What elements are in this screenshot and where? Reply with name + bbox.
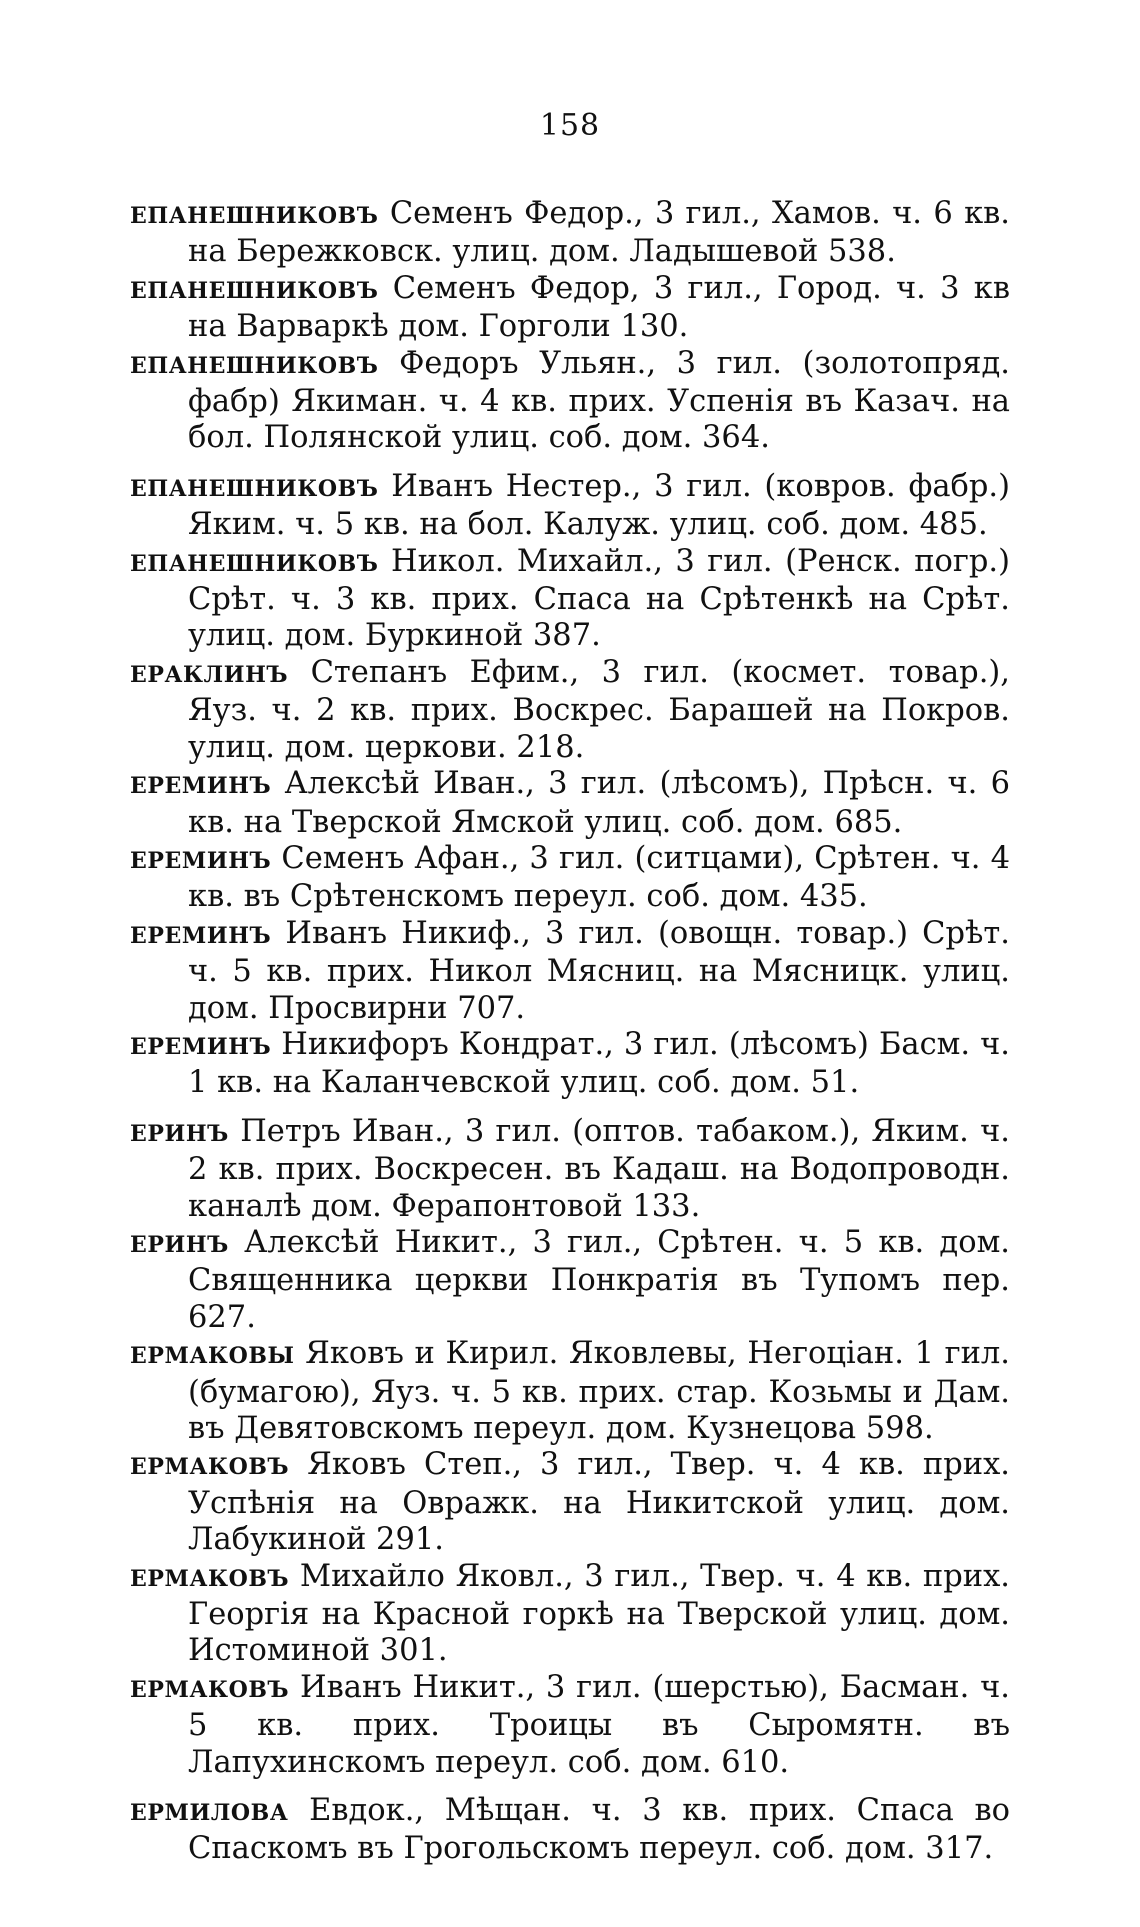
directory-entry	[130, 1447, 1010, 1558]
directory-entry	[130, 196, 1010, 271]
directory-entry	[130, 346, 1010, 457]
directory-entry	[130, 544, 1010, 655]
entry-surname: ЕРЕМИНЪ	[130, 922, 272, 949]
entry-text: Петръ Иван., 3 гил. (оптов. табаком.), Яким. ч. 2 кв. прих. Воскресен. въ Кадаш. на Водопроводн. каналѣ дом. Ферапонтовой 133.	[188, 1113, 1010, 1224]
entry-surname: ЕРМАКОВЪ	[130, 1565, 290, 1592]
directory-entry	[130, 1670, 1010, 1781]
entry-text: Яковъ Степ., 3 гил., Твер. ч. 4 кв. прих. Успѣнія на Овражк. на Никитской улиц. дом. Лабукиной 291.	[188, 1447, 1010, 1558]
entry-text: Семенъ Федор., 3 гил., Хамов. ч. 6 кв. на Бережковск. улиц. дом. Ладышевой 538.	[188, 196, 1010, 270]
entry-text: Алексѣй Никит., 3 гил., Срѣтен. ч. 5 кв. дом. Священника церкви Понкратія въ Тупомъ пер. 627.	[188, 1224, 1010, 1335]
entry-surname: ЕПАНЕШНИКОВЪ	[130, 277, 379, 304]
entry-text: Иванъ Никиф., 3 гил. (овощн. товар.) Срѣт. ч. 5 кв. прих. Никол Мясниц. на Мясницк. улиц. дом. Просвирни 707.	[188, 915, 1010, 1026]
directory-entry	[130, 271, 1010, 346]
directory-entry	[130, 1559, 1010, 1670]
directory-entries	[130, 196, 1010, 1868]
entry-text: Степанъ Ефим., 3 гил. (космет. товар.), Яуз. ч. 2 кв. прих. Воскрес. Барашей на Покров. улиц. дом. церкови. 218.	[188, 654, 1010, 765]
directory-entry	[130, 655, 1010, 766]
directory-entry	[130, 469, 1010, 544]
entry-surname: ЕРМИЛОВА	[130, 1800, 289, 1827]
directory-entry	[130, 1225, 1010, 1336]
directory-entry	[130, 1114, 1010, 1225]
entry-surname: ЕРАКЛИНЪ	[130, 661, 289, 688]
entry-surname: ЕПАНЕШНИКОВЪ	[130, 550, 379, 577]
entry-text: Иванъ Нестер., 3 гил. (ковров. фабр.) Яким. ч. 5 кв. на бол. Калуж. улиц. соб. дом. 485.	[188, 468, 1010, 543]
entry-surname: ЕРМАКОВЪ	[130, 1454, 290, 1481]
directory-entry	[130, 1336, 1010, 1447]
entry-text: Алексѣй Иван., 3 гил. (лѣсомъ), Прѣсн. ч. 6 кв. на Тверской Ямской улиц. соб. дом. 685.	[188, 766, 1010, 840]
directory-entry	[130, 916, 1010, 1027]
entry-text: Семенъ Федор, 3 гил., Город. ч. 3 кв на Варваркѣ дом. Горголи 130.	[188, 270, 1010, 345]
entry-surname: ЕПАНЕШНИКОВЪ	[130, 352, 379, 379]
directory-entry	[130, 1793, 1010, 1868]
entry-surname: ЕРМАКОВЪ	[130, 1676, 290, 1703]
page-number: 158	[539, 108, 601, 143]
entry-text: Семенъ Афан., 3 гил. (ситцами), Срѣтен. ч. 4 кв. въ Срѣтенскомъ переул. соб. дом. 435.	[188, 840, 1010, 915]
entry-surname: ЕРЕМИНЪ	[130, 847, 272, 874]
entry-text: Никол. Михайл., 3 гил. (Ренск. погр.) Срѣт. ч. 3 кв. прих. Спаса на Срѣтенкѣ на Срѣт. улиц. дом. Буркиной 387.	[188, 543, 1010, 654]
entry-text: Никифоръ Кондрат., 3 гил. (лѣсомъ) Басм. ч. 1 кв. на Каланчевской улиц. соб. дом. 51.	[188, 1026, 1010, 1101]
entry-surname: ЕПАНЕШНИКОВЪ	[130, 203, 379, 229]
entry-surname: ЕРЕМИНЪ	[130, 1033, 272, 1060]
entry-surname: ЕРИНЪ	[130, 1231, 229, 1258]
entry-text: Яковъ и Кирил. Яковлевы, Негоціан. 1 гил. (бумагою), Яуз. ч. 5 кв. прих. стар. Козьмы и Дам. въ Девятовскомъ переул. дом. Кузнецова 598.	[188, 1336, 1010, 1446]
entry-text: Михайло Яковл., 3 гил., Твер. ч. 4 кв. прих. Георгія на Красной горкѣ на Тверской улиц. дом. Истоминой 301.	[188, 1558, 1010, 1669]
entry-surname: ЕПАНЕШНИКОВЪ	[130, 475, 379, 502]
entry-surname: ЕРМАКОВЫ	[130, 1343, 295, 1370]
entry-text: Евдок., Мѣщан. ч. 3 кв. прих. Спаса во Спаскомъ въ Грогольскомъ переул. соб. дом. 317.	[188, 1793, 1010, 1867]
entry-text: Федоръ Ульян., 3 гил. (золотопряд. фабр) Якиман. ч. 4 кв. прих. Успенія въ Казач. на бол. Полянской улиц. соб. дом. 364.	[188, 345, 1010, 456]
directory-entry	[130, 1027, 1010, 1102]
entry-surname: ЕРЕМИНЪ	[130, 773, 272, 800]
directory-entry	[130, 766, 1010, 841]
entry-surname: ЕРИНЪ	[130, 1120, 229, 1147]
entry-text: Иванъ Никит., 3 гил. (шерстью), Басман. ч. 5 кв. прих. Троицы въ Сыромятн. въ Лапухинскомъ переул. соб. дом. 610.	[188, 1669, 1010, 1780]
directory-entry	[130, 841, 1010, 916]
